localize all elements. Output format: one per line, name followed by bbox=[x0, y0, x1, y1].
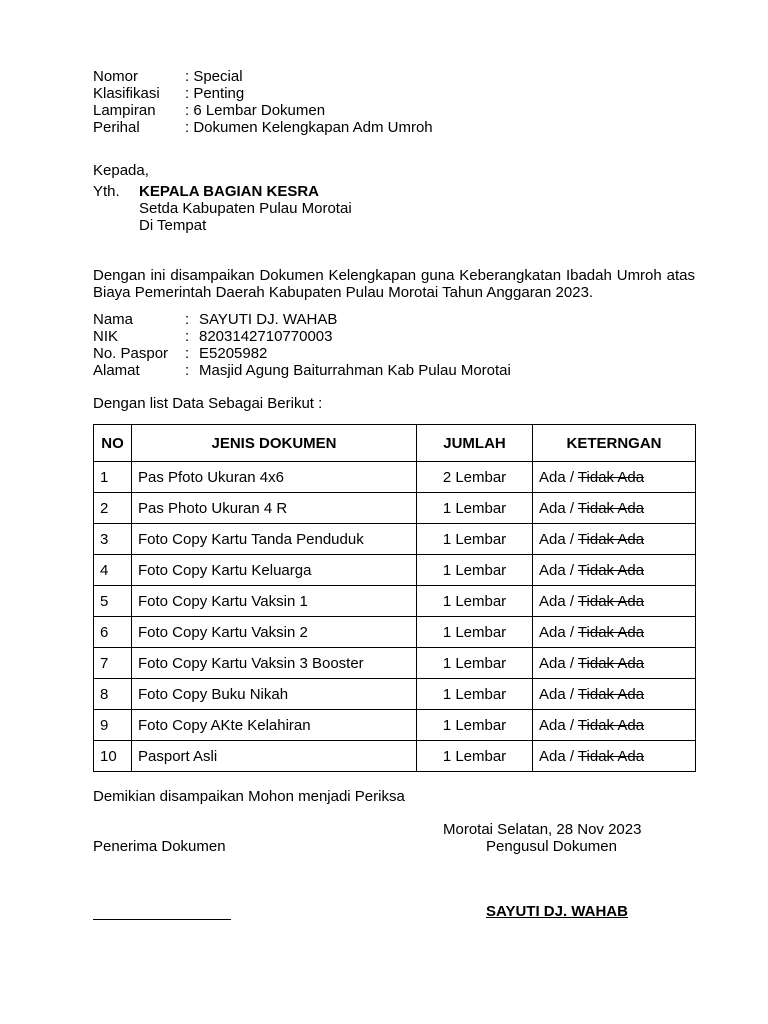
list-intro: Dengan list Data Sebagai Berikut : bbox=[93, 395, 323, 412]
colon: : bbox=[185, 362, 190, 379]
table-row bbox=[94, 555, 696, 586]
cell-jumlah: 2 Lembar bbox=[417, 462, 533, 493]
cell-jenis: Foto Copy Buku Nikah bbox=[132, 679, 417, 710]
cell-jumlah: 1 Lembar bbox=[417, 710, 533, 741]
status-ada: Ada / bbox=[539, 499, 578, 517]
receiver-label: Penerima Dokumen bbox=[93, 838, 226, 855]
table-row bbox=[94, 462, 696, 493]
cell-keterangan bbox=[533, 493, 696, 524]
cell-keterangan bbox=[533, 617, 696, 648]
header-row-nomor bbox=[93, 68, 695, 85]
identity-value: Masjid Agung Baiturrahman Kab Pulau Morotai bbox=[199, 362, 511, 379]
cell-no: 5 bbox=[94, 586, 132, 617]
column-header-jumlah: JUMLAH bbox=[417, 425, 533, 462]
cell-no: 8 bbox=[94, 679, 132, 710]
greeting: Kepada, bbox=[93, 162, 149, 179]
identity-value: E5205982 bbox=[199, 345, 268, 362]
yth-label: Yth. bbox=[93, 183, 120, 200]
receiver-signature-line bbox=[93, 919, 231, 920]
status-ada: Ada / bbox=[539, 716, 578, 734]
status-ada: Ada / bbox=[539, 747, 578, 765]
cell-no: 3 bbox=[94, 524, 132, 555]
recipient-office: Setda Kabupaten Pulau Morotai bbox=[139, 200, 352, 217]
cell-no: 7 bbox=[94, 648, 132, 679]
identity-row bbox=[93, 345, 695, 362]
recipient-block bbox=[93, 183, 695, 234]
status-tidak-ada: Tidak Ada bbox=[577, 499, 645, 517]
column-header-keterangan: KETERNGAN bbox=[533, 425, 696, 462]
identity-key: Alamat bbox=[93, 362, 140, 379]
cell-jenis: Foto Copy AKte Kelahiran bbox=[132, 710, 417, 741]
status-tidak-ada: Tidak Ada bbox=[577, 685, 645, 703]
letter-page bbox=[93, 68, 695, 925]
cell-jenis: Foto Copy Kartu Tanda Penduduk bbox=[132, 524, 417, 555]
place-date: Morotai Selatan, 28 Nov 2023 bbox=[443, 821, 642, 838]
cell-jenis: Pas Pfoto Ukuran 4x6 bbox=[132, 462, 417, 493]
cell-jumlah: 1 Lembar bbox=[417, 741, 533, 772]
cell-jenis: Foto Copy Kartu Vaksin 1 bbox=[132, 586, 417, 617]
header-row-perihal bbox=[93, 119, 695, 136]
cell-keterangan bbox=[533, 524, 696, 555]
closing-text: Demikian disampaikan Mohon menjadi Periksa bbox=[93, 788, 405, 805]
status-tidak-ada: Tidak Ada bbox=[577, 654, 645, 672]
cell-jenis: Pasport Asli bbox=[132, 741, 417, 772]
status-tidak-ada: Tidak Ada bbox=[577, 592, 645, 610]
status-ada: Ada / bbox=[539, 654, 578, 672]
status-ada: Ada / bbox=[539, 530, 578, 548]
recipient-place: Di Tempat bbox=[139, 217, 207, 234]
cell-jumlah: 1 Lembar bbox=[417, 679, 533, 710]
identity-row bbox=[93, 362, 695, 379]
cell-jenis: Foto Copy Kartu Keluarga bbox=[132, 555, 417, 586]
cell-keterangan bbox=[533, 741, 696, 772]
identity-key: No. Paspor bbox=[93, 345, 169, 362]
header-key: Lampiran bbox=[93, 102, 156, 119]
table-row bbox=[94, 710, 696, 741]
table-row bbox=[94, 679, 696, 710]
table-row bbox=[94, 741, 696, 772]
sender-name: SAYUTI DJ. WAHAB bbox=[486, 903, 628, 920]
table-row bbox=[94, 586, 696, 617]
intro-paragraph: Dengan ini disampaikan Dokumen Kelengkapan guna Keberangkatan Ibadah Umroh atas Biaya Pemerintah Daerah Kabupaten Pulau Morotai Tahun Anggaran 2023. bbox=[93, 267, 695, 301]
cell-keterangan bbox=[533, 586, 696, 617]
header-row-klasifikasi bbox=[93, 85, 695, 102]
cell-jumlah: 1 Lembar bbox=[417, 493, 533, 524]
header-key: Klasifikasi bbox=[93, 85, 160, 102]
cell-jenis: Pas Photo Ukuran 4 R bbox=[132, 493, 417, 524]
status-ada: Ada / bbox=[539, 623, 578, 641]
status-ada: Ada / bbox=[539, 561, 578, 579]
status-ada: Ada / bbox=[539, 468, 578, 486]
cell-keterangan bbox=[533, 648, 696, 679]
status-tidak-ada: Tidak Ada bbox=[577, 561, 645, 579]
table-row bbox=[94, 524, 696, 555]
colon: : bbox=[185, 328, 190, 345]
cell-jumlah: 1 Lembar bbox=[417, 524, 533, 555]
cell-keterangan bbox=[533, 555, 696, 586]
status-tidak-ada: Tidak Ada bbox=[577, 623, 645, 641]
cell-jumlah: 1 Lembar bbox=[417, 555, 533, 586]
header-row-lampiran bbox=[93, 102, 695, 119]
table-row bbox=[94, 617, 696, 648]
identity-row bbox=[93, 328, 695, 345]
table-body bbox=[94, 462, 696, 772]
header-value: : Penting bbox=[185, 85, 245, 102]
colon: : bbox=[185, 345, 190, 362]
cell-no: 10 bbox=[94, 741, 132, 772]
cell-keterangan bbox=[533, 679, 696, 710]
status-tidak-ada: Tidak Ada bbox=[577, 530, 645, 548]
identity-row bbox=[93, 311, 695, 328]
cell-jumlah: 1 Lembar bbox=[417, 617, 533, 648]
cell-no: 1 bbox=[94, 462, 132, 493]
cell-no: 9 bbox=[94, 710, 132, 741]
table-row bbox=[94, 648, 696, 679]
table-header-row bbox=[94, 425, 696, 462]
header-value: : Dokumen Kelengkapan Adm Umroh bbox=[185, 119, 433, 136]
header-key: Nomor bbox=[93, 68, 139, 85]
identity-value: SAYUTI DJ. WAHAB bbox=[199, 311, 338, 328]
status-tidak-ada: Tidak Ada bbox=[577, 747, 645, 765]
status-tidak-ada: Tidak Ada bbox=[577, 468, 645, 486]
status-ada: Ada / bbox=[539, 592, 578, 610]
signature-area bbox=[93, 805, 695, 925]
cell-no: 6 bbox=[94, 617, 132, 648]
cell-no: 2 bbox=[94, 493, 132, 524]
status-tidak-ada: Tidak Ada bbox=[577, 716, 645, 734]
recipient-title: KEPALA BAGIAN KESRA bbox=[139, 183, 320, 200]
identity-key: NIK bbox=[93, 328, 119, 345]
cell-jumlah: 1 Lembar bbox=[417, 586, 533, 617]
cell-keterangan bbox=[533, 710, 696, 741]
header-key: Perihal bbox=[93, 119, 140, 136]
header-value: : Special bbox=[185, 68, 243, 85]
table-row bbox=[94, 493, 696, 524]
column-header-jenis: JENIS DOKUMEN bbox=[132, 425, 417, 462]
column-header-no: NO bbox=[94, 425, 132, 462]
sender-label: Pengusul Dokumen bbox=[486, 838, 617, 855]
cell-jenis: Foto Copy Kartu Vaksin 3 Booster bbox=[132, 648, 417, 679]
identity-block bbox=[93, 311, 695, 379]
header-value: : 6 Lembar Dokumen bbox=[185, 102, 326, 119]
status-ada: Ada / bbox=[539, 685, 578, 703]
identity-key: Nama bbox=[93, 311, 134, 328]
cell-keterangan bbox=[533, 462, 696, 493]
letter-header bbox=[93, 68, 695, 136]
cell-no: 4 bbox=[94, 555, 132, 586]
document-table bbox=[93, 424, 696, 772]
colon: : bbox=[185, 311, 190, 328]
cell-jumlah: 1 Lembar bbox=[417, 648, 533, 679]
cell-jenis: Foto Copy Kartu Vaksin 2 bbox=[132, 617, 417, 648]
identity-value: 8203142710770003 bbox=[199, 328, 333, 345]
